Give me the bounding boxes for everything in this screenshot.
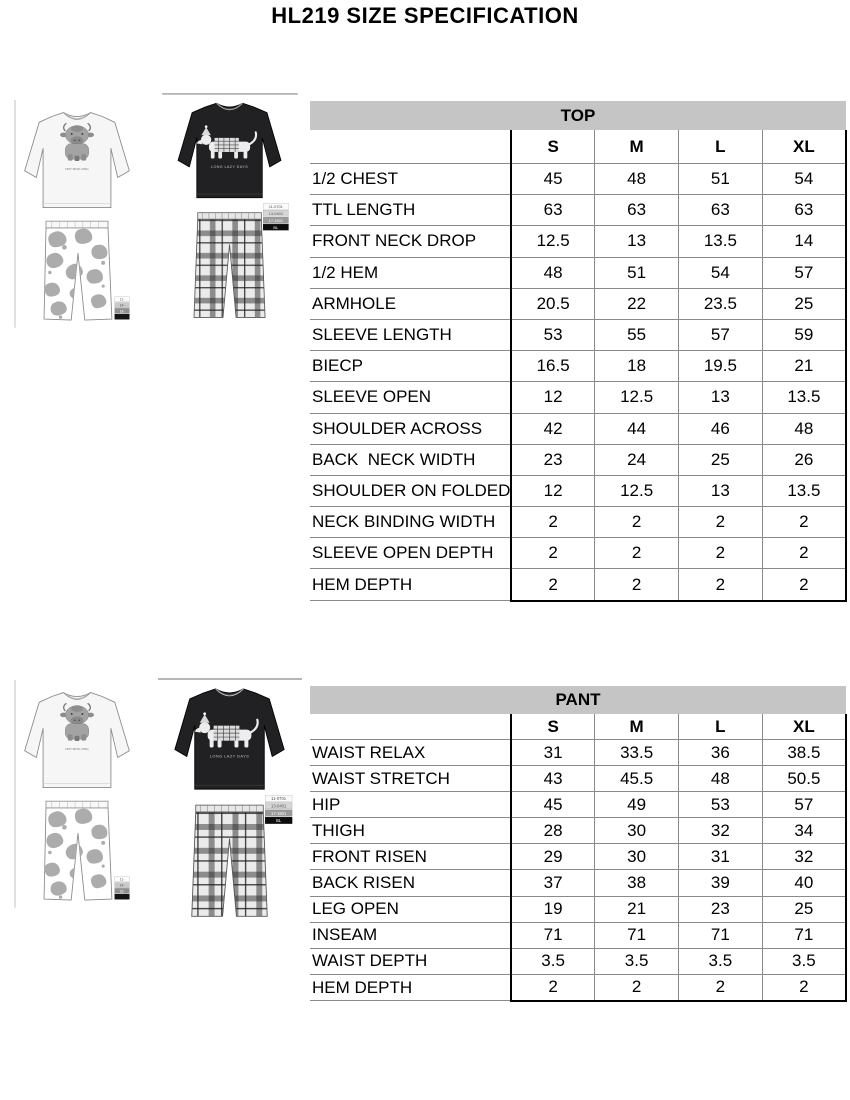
measurement-value: 12 xyxy=(511,382,595,413)
measurement-value: 39 xyxy=(679,870,763,896)
measurement-value: 13 xyxy=(595,226,679,257)
measurement-value: 57 xyxy=(679,319,763,350)
table-row xyxy=(310,792,846,818)
measurement-value: 2 xyxy=(762,507,846,538)
measurement-value: 53 xyxy=(679,792,763,818)
measurement-value: 25 xyxy=(679,444,763,475)
product-image-black-set xyxy=(158,93,302,324)
measurement-value: 38.5 xyxy=(762,740,846,766)
measurement-value: 2 xyxy=(679,507,763,538)
measurement-value: 38 xyxy=(595,870,679,896)
measurement-value: 2 xyxy=(679,974,763,1001)
measurement-value: 18 xyxy=(595,351,679,382)
measurement-value: 45.5 xyxy=(595,766,679,792)
measurement-value: 42 xyxy=(511,413,595,444)
measurement-value: 2 xyxy=(595,569,679,601)
measurement-label: SLEEVE OPEN xyxy=(310,382,511,413)
measurement-label: 1/2 HEM xyxy=(310,257,511,288)
measurement-value: 32 xyxy=(679,818,763,844)
table-row xyxy=(310,164,846,195)
table-row xyxy=(310,766,846,792)
measurement-label: WAIST STRETCH xyxy=(310,766,511,792)
measurement-label: SLEEVE LENGTH xyxy=(310,319,511,350)
measurement-value: 3.5 xyxy=(679,948,763,974)
measurement-value: 3.5 xyxy=(595,948,679,974)
measurement-value: 2 xyxy=(762,974,846,1001)
measurement-value: 53 xyxy=(511,319,595,350)
table-row xyxy=(310,948,846,974)
measurement-value: 63 xyxy=(762,195,846,226)
table-row xyxy=(310,974,846,1001)
size-column-header: S xyxy=(511,714,595,740)
table-row xyxy=(310,818,846,844)
measurement-label-header xyxy=(310,130,511,164)
measurement-value: 59 xyxy=(762,319,846,350)
table-row xyxy=(310,288,846,319)
table-row xyxy=(310,382,846,413)
size-column-header: S xyxy=(511,130,595,164)
spec-section-pant xyxy=(310,686,846,1002)
measurement-value: 2 xyxy=(511,569,595,601)
measurement-value: 13 xyxy=(679,382,763,413)
table-row xyxy=(310,538,846,569)
measurement-value: 36 xyxy=(679,740,763,766)
table-row xyxy=(310,569,846,601)
measurement-label: BACK NECK WIDTH xyxy=(310,444,511,475)
size-column-header: XL xyxy=(762,130,846,164)
measurement-value: 31 xyxy=(679,844,763,870)
measurement-value: 48 xyxy=(762,413,846,444)
measurement-value: 22 xyxy=(595,288,679,319)
measurement-label: BIECP xyxy=(310,351,511,382)
measurement-label: 1/2 CHEST xyxy=(310,164,511,195)
measurement-label: WAIST RELAX xyxy=(310,740,511,766)
measurement-value: 13 xyxy=(679,475,763,506)
measurement-label: NECK BINDING WIDTH xyxy=(310,507,511,538)
section-band-title: TOP xyxy=(310,101,846,130)
table-row xyxy=(310,507,846,538)
measurement-value: 32 xyxy=(762,844,846,870)
product-image-white-set xyxy=(14,680,140,916)
table-row xyxy=(310,257,846,288)
size-spec-table xyxy=(310,714,847,1002)
measurement-label: HEM DEPTH xyxy=(310,974,511,1001)
measurement-value: 26 xyxy=(762,444,846,475)
measurement-value: 57 xyxy=(762,792,846,818)
table-row xyxy=(310,870,846,896)
measurement-value: 57 xyxy=(762,257,846,288)
table-row xyxy=(310,444,846,475)
measurement-value: 45 xyxy=(511,792,595,818)
measurement-value: 40 xyxy=(762,870,846,896)
table-row xyxy=(310,740,846,766)
measurement-value: 49 xyxy=(595,792,679,818)
measurement-value: 23.5 xyxy=(679,288,763,319)
measurement-label: LEG OPEN xyxy=(310,896,511,922)
measurement-value: 2 xyxy=(595,507,679,538)
measurement-value: 48 xyxy=(595,164,679,195)
size-column-header: XL xyxy=(762,714,846,740)
measurement-label: HEM DEPTH xyxy=(310,569,511,601)
measurement-value: 19 xyxy=(511,896,595,922)
measurement-value: 2 xyxy=(679,538,763,569)
measurement-value: 12.5 xyxy=(511,226,595,257)
measurement-value: 71 xyxy=(511,922,595,948)
measurement-value: 25 xyxy=(762,288,846,319)
measurement-value: 12 xyxy=(511,475,595,506)
measurement-value: 2 xyxy=(595,974,679,1001)
measurement-value: 23 xyxy=(511,444,595,475)
measurement-value: 44 xyxy=(595,413,679,444)
measurement-value: 12.5 xyxy=(595,382,679,413)
table-row xyxy=(310,351,846,382)
measurement-label: BACK RISEN xyxy=(310,870,511,896)
measurement-label-header xyxy=(310,714,511,740)
measurement-label: FRONT NECK DROP xyxy=(310,226,511,257)
measurement-label: HIP xyxy=(310,792,511,818)
table-row xyxy=(310,413,846,444)
product-image-black-set xyxy=(158,678,302,925)
measurement-value: 25 xyxy=(762,896,846,922)
measurement-value: 50.5 xyxy=(762,766,846,792)
measurement-value: 51 xyxy=(595,257,679,288)
measurement-value: 2 xyxy=(762,538,846,569)
measurement-value: 12.5 xyxy=(595,475,679,506)
measurement-label: FRONT RISEN xyxy=(310,844,511,870)
measurement-value: 71 xyxy=(595,922,679,948)
measurement-value: 54 xyxy=(762,164,846,195)
size-column-header: L xyxy=(679,130,763,164)
measurement-value: 37 xyxy=(511,870,595,896)
measurement-value: 2 xyxy=(762,569,846,601)
measurement-value: 43 xyxy=(511,766,595,792)
measurement-value: 19.5 xyxy=(679,351,763,382)
measurement-value: 30 xyxy=(595,818,679,844)
measurement-value: 55 xyxy=(595,319,679,350)
measurement-value: 54 xyxy=(679,257,763,288)
table-row xyxy=(310,896,846,922)
measurement-value: 3.5 xyxy=(762,948,846,974)
measurement-value: 33.5 xyxy=(595,740,679,766)
measurement-value: 2 xyxy=(595,538,679,569)
measurement-value: 21 xyxy=(595,896,679,922)
measurement-value: 63 xyxy=(595,195,679,226)
measurement-label: SHOULDER ACROSS xyxy=(310,413,511,444)
measurement-value: 71 xyxy=(762,922,846,948)
measurement-value: 13.5 xyxy=(762,382,846,413)
measurement-value: 2 xyxy=(511,538,595,569)
measurement-value: 23 xyxy=(679,896,763,922)
product-image-white-set xyxy=(14,100,140,328)
measurement-value: 63 xyxy=(511,195,595,226)
measurement-label: WAIST DEPTH xyxy=(310,948,511,974)
measurement-label: ARMHOLE xyxy=(310,288,511,319)
measurement-value: 3.5 xyxy=(511,948,595,974)
measurement-value: 34 xyxy=(762,818,846,844)
measurement-value: 14 xyxy=(762,226,846,257)
table-row xyxy=(310,475,846,506)
measurement-label: SHOULDER ON FOLDED xyxy=(310,475,511,506)
measurement-value: 16.5 xyxy=(511,351,595,382)
measurement-value: 28 xyxy=(511,818,595,844)
table-row xyxy=(310,844,846,870)
measurement-value: 21 xyxy=(762,351,846,382)
table-row xyxy=(310,195,846,226)
measurement-label: INSEAM xyxy=(310,922,511,948)
size-header-row xyxy=(310,130,846,164)
size-column-header: M xyxy=(595,714,679,740)
measurement-value: 2 xyxy=(511,974,595,1001)
measurement-value: 30 xyxy=(595,844,679,870)
measurement-label: SLEEVE OPEN DEPTH xyxy=(310,538,511,569)
table-row xyxy=(310,226,846,257)
measurement-value: 13.5 xyxy=(679,226,763,257)
measurement-value: 63 xyxy=(679,195,763,226)
section-band-title: PANT xyxy=(310,686,846,714)
measurement-value: 2 xyxy=(511,507,595,538)
size-spec-table xyxy=(310,130,847,602)
table-row xyxy=(310,319,846,350)
spec-section-top xyxy=(310,101,846,602)
measurement-value: 71 xyxy=(679,922,763,948)
size-header-row xyxy=(310,714,846,740)
measurement-value: 51 xyxy=(679,164,763,195)
measurement-value: 20.5 xyxy=(511,288,595,319)
measurement-label: THIGH xyxy=(310,818,511,844)
measurement-value: 24 xyxy=(595,444,679,475)
measurement-value: 48 xyxy=(679,766,763,792)
measurement-value: 31 xyxy=(511,740,595,766)
measurement-value: 48 xyxy=(511,257,595,288)
table-row xyxy=(310,922,846,948)
size-column-header: L xyxy=(679,714,763,740)
measurement-value: 13.5 xyxy=(762,475,846,506)
measurement-value: 29 xyxy=(511,844,595,870)
size-column-header: M xyxy=(595,130,679,164)
page-title: HL219 SIZE SPECIFICATION xyxy=(271,3,579,28)
measurement-value: 45 xyxy=(511,164,595,195)
measurement-value: 2 xyxy=(679,569,763,601)
measurement-value: 46 xyxy=(679,413,763,444)
measurement-label: TTL LENGTH xyxy=(310,195,511,226)
